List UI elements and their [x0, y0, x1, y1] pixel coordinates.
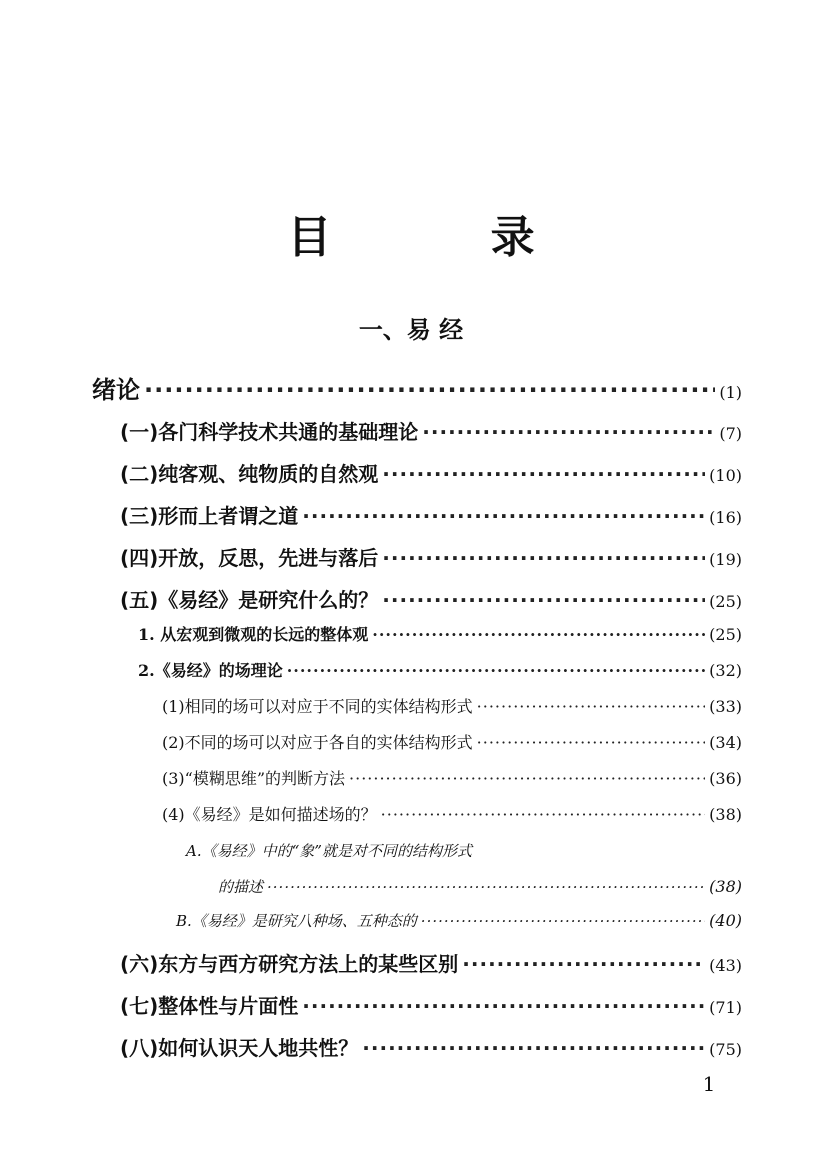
- toc-entry-title: (六)东方与西方研究方法上的某些区别: [120, 952, 459, 976]
- toc-entry-page: (16): [709, 508, 742, 527]
- toc-entry-subsection-5-1[interactable]: [138, 622, 742, 645]
- toc-entry-page: (1): [719, 383, 742, 402]
- toc-entry-title: (2)不同的场可以对应于各自的实体结构形式: [162, 733, 473, 752]
- toc-entry-title: (七)整体性与片面性: [120, 994, 299, 1018]
- toc-entry-section-4[interactable]: [120, 542, 742, 571]
- toc-entry-title: (4)《易经》是如何描述场的？: [162, 805, 377, 824]
- dot-leader: [422, 420, 715, 444]
- toc-entry-item-4[interactable]: [162, 802, 742, 825]
- toc-entry-page: (32): [709, 661, 742, 680]
- toc-entry-page: (43): [709, 956, 742, 975]
- dot-leader: [302, 504, 705, 528]
- toc-entry-title: 2.《易经》的场理论: [138, 661, 283, 680]
- toc-entry-title: (三)形而上者谓之道: [120, 504, 299, 528]
- page-number: 1: [702, 1072, 716, 1096]
- dot-leader: [372, 625, 705, 644]
- dot-leader: [144, 376, 715, 404]
- section-heading: 一、易 经: [358, 315, 464, 344]
- dot-leader: [381, 805, 705, 824]
- toc-entry-title: (四)开放，反思，先进与落后: [120, 546, 379, 570]
- dot-leader: [477, 697, 705, 716]
- toc-entry-section-2[interactable]: [120, 458, 742, 487]
- toc-entry-title: (3)“模糊思维”的判断方法: [162, 769, 346, 788]
- toc-entry-title: (八)如何认识天人地共性？: [120, 1036, 359, 1060]
- dot-leader: [421, 912, 705, 930]
- toc-entry-section-1[interactable]: [120, 416, 742, 445]
- toc-entry-item-4a[interactable]: [186, 840, 742, 861]
- dot-leader: [349, 769, 705, 788]
- toc-entry-title: 1. 从宏观到微观的长远的整体观: [138, 625, 369, 644]
- dot-leader: [287, 661, 705, 680]
- toc-entry-page: (38): [709, 877, 742, 896]
- toc-entry-item-3[interactable]: [162, 766, 742, 789]
- toc-entry-page: (33): [709, 697, 742, 716]
- toc-entry-title: 绪论: [92, 376, 140, 404]
- toc-entry-section-8[interactable]: [120, 1032, 742, 1061]
- toc-entry-page: (7): [719, 424, 742, 443]
- toc-entry-section-5[interactable]: [120, 584, 742, 613]
- toc-entry-title: B.《易经》是研究八种场、五种态的: [176, 912, 417, 930]
- toc-entry-title: (一)各门科学技术共通的基础理论: [120, 420, 419, 444]
- dot-leader: [477, 733, 705, 752]
- toc-entry-section-3[interactable]: [120, 500, 742, 529]
- toc-entry-section-6[interactable]: [120, 948, 742, 977]
- toc-entry-item-1[interactable]: [162, 694, 742, 717]
- dot-leader: [382, 462, 705, 486]
- toc-entry-page: (40): [709, 911, 742, 930]
- toc-entry-item-2[interactable]: [162, 730, 742, 753]
- toc-entry-title: (二)纯客观、纯物质的自然观: [120, 462, 379, 486]
- dot-leader: [302, 994, 705, 1018]
- toc-entry-item-4a-continuation[interactable]: [218, 876, 742, 897]
- toc-entry-title: 的描述: [218, 878, 264, 896]
- toc-entry-page: (71): [709, 998, 742, 1017]
- toc-entry-section-7[interactable]: [120, 990, 742, 1019]
- toc-entry-title: (1)相同的场可以对应于不同的实体结构形式: [162, 697, 473, 716]
- dot-leader: [462, 952, 705, 976]
- toc-entry-page: (34): [709, 733, 742, 752]
- toc-entry-page: (25): [709, 625, 742, 644]
- page-title: 目 录: [287, 212, 607, 263]
- toc-entry-page: (38): [709, 805, 742, 824]
- toc-entry-title: A.《易经》中的“象”就是对不同的结构形式: [186, 842, 472, 860]
- dot-leader: [382, 588, 705, 612]
- toc-entry-subsection-5-2[interactable]: [138, 658, 742, 681]
- toc-entry-page: (75): [709, 1040, 742, 1059]
- toc-entry-introduction[interactable]: [92, 370, 742, 405]
- toc-entry-page: (25): [709, 592, 742, 611]
- toc-entry-page: (19): [709, 550, 742, 569]
- toc-entry-page: (36): [709, 769, 742, 788]
- dot-leader: [382, 546, 705, 570]
- toc-entry-item-4b[interactable]: [176, 910, 742, 931]
- dot-leader: [362, 1036, 705, 1060]
- toc-entry-title: (五)《易经》是研究什么的？: [120, 588, 379, 612]
- dot-leader: [267, 878, 705, 896]
- toc-entry-page: (10): [709, 466, 742, 485]
